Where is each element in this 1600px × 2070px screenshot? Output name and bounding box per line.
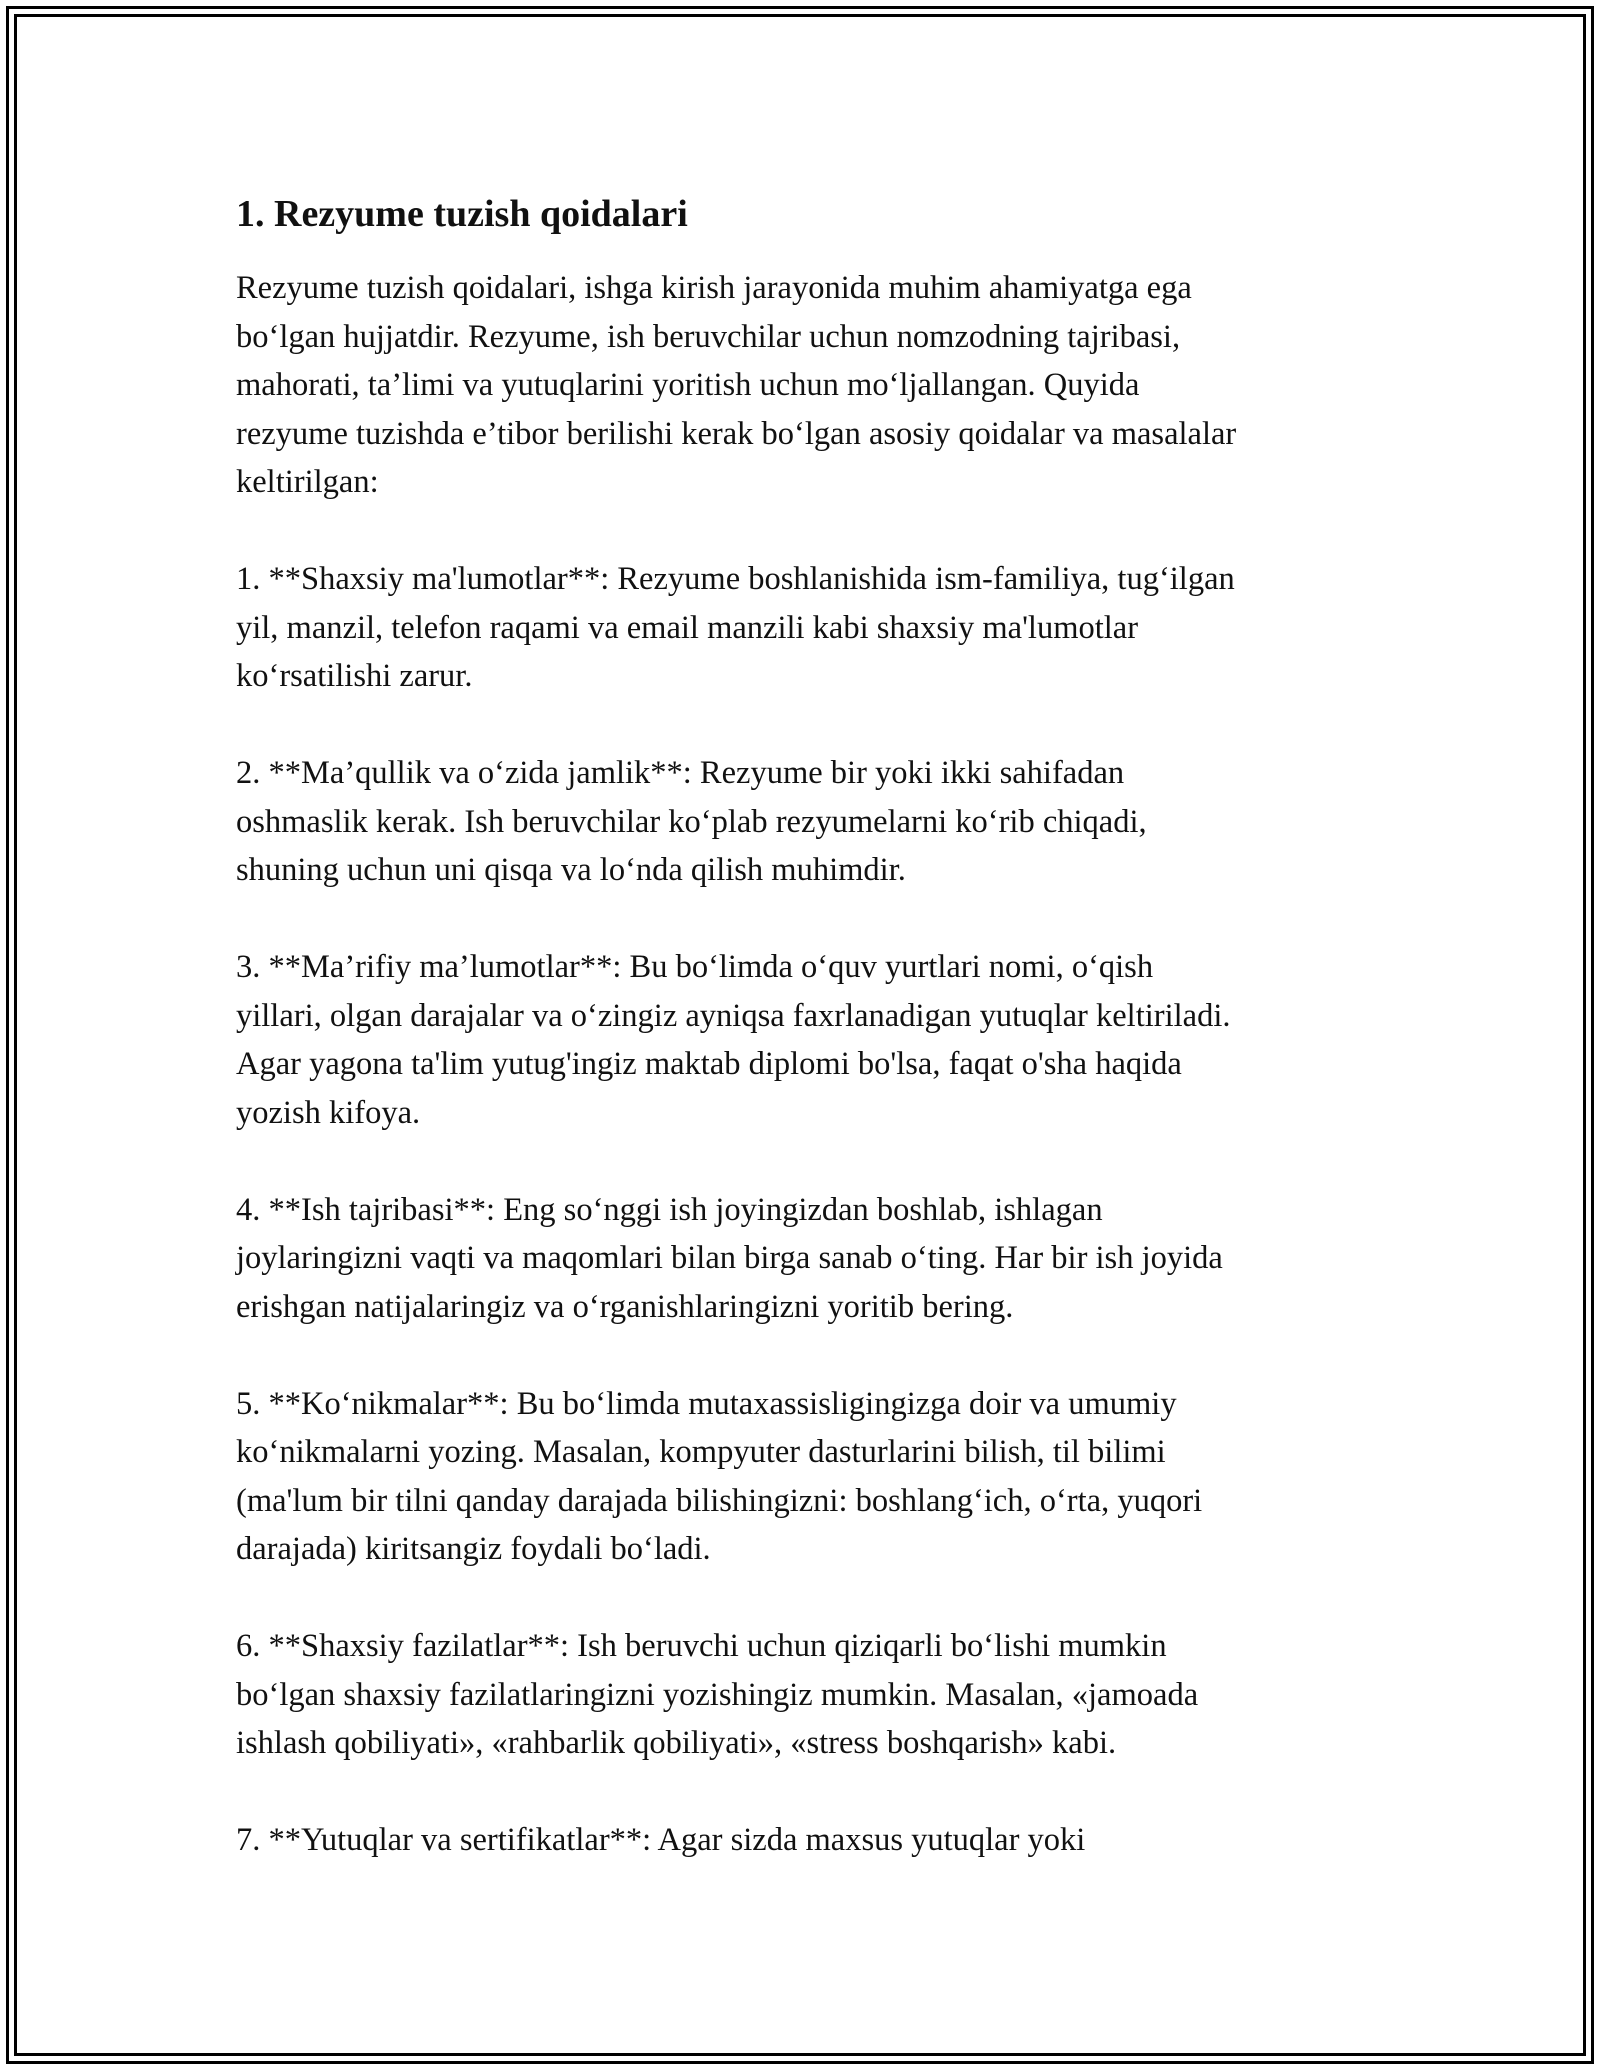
rule-5-skills: 5. **Ko‘nikmalar**: Bu bo‘limda mutaxassisligingizga doir va umumiy ko‘nikmalarni yozing. Masalan, kompyuter dasturlarini bilish, til bilimi (ma'lum bir tilni qanday darajada bilishingizni: boshlang‘ich, o‘rta, yuqori darajada) kiritsangiz foydali bo‘ladi. [236, 1385, 1203, 1567]
rule-6-personal-qualities: 6. **Shaxsiy fazilatlar**: Ish beruvchi uchun qiziqarli bo‘lishi mumkin bo‘lgan shaxsiy fazilatlaringizni yozishingiz mumkin. Masalan, «jamoada ishlash qobiliyati», «rahbarlik qobiliyati», «stress boshqarish» kabi. [236, 1628, 1199, 1761]
intro-paragraph: Rezyume tuzish qoidalari, ishga kirish jarayonida muhim ahamiyatga ega bo‘lgan hujjatdir. Rezyume, ish beruvchilar uchun nomzodning tajribasi, mahorati, ta’limi va yutuqlarini yoritish uchun mo‘ljallangan. Quyida rezyume tuzishda e’tibor berilishi kerak bo‘lgan asosiy qoidalar va masalalar keltirilgan: [236, 270, 1237, 500]
document-body [236, 186, 1376, 1913]
rule-3-education: 3. **Ma’rifiy ma’lumotlar**: Bu bo‘limda o‘quv yurtlari nomi, o‘qish yillari, olgan darajalar va o‘zingiz ayniqsa faxrlanadigan yutuqlar keltiriladi. Agar yagona ta'lim yutug'ingiz maktab diplomi bo'lsa, faqat o'sha haqida yozish kifoya. [236, 949, 1231, 1131]
rule-1-personal-info: 1. **Shaxsiy ma'lumotlar**: Rezyume boshlanishida ism-familiya, tug‘ilgan yil, manzil, telefon raqami va email manzili kabi shaxsiy ma'lumotlar ko‘rsatilishi zarur. [236, 561, 1235, 694]
document-title: 1. Rezyume tuzish qoidalari [236, 193, 688, 235]
rule-2-conciseness: 2. **Ma’qullik va o‘zida jamlik**: Rezyume bir yoki ikki sahifadan oshmaslik kerak. Ish beruvchilar ko‘plab rezyumelarni ko‘rib chiqadi, shuning uchun uni qisqa va lo‘nda qilish muhimdir. [236, 755, 1147, 888]
rule-4-work-experience: 4. **Ish tajribasi**: Eng so‘nggi ish joyingizdan boshlab, ishlagan joylaringizni vaqti va maqomlari bilan birga sanab o‘ting. Har bir ish joyida erishgan natijalaringiz va o‘rganishlaringizni yoritib bering. [236, 1191, 1223, 1325]
rule-7-achievements: 7. **Yutuqlar va sertifikatlar**: Agar sizda maxsus yutuqlar yoki [236, 1822, 1086, 1858]
